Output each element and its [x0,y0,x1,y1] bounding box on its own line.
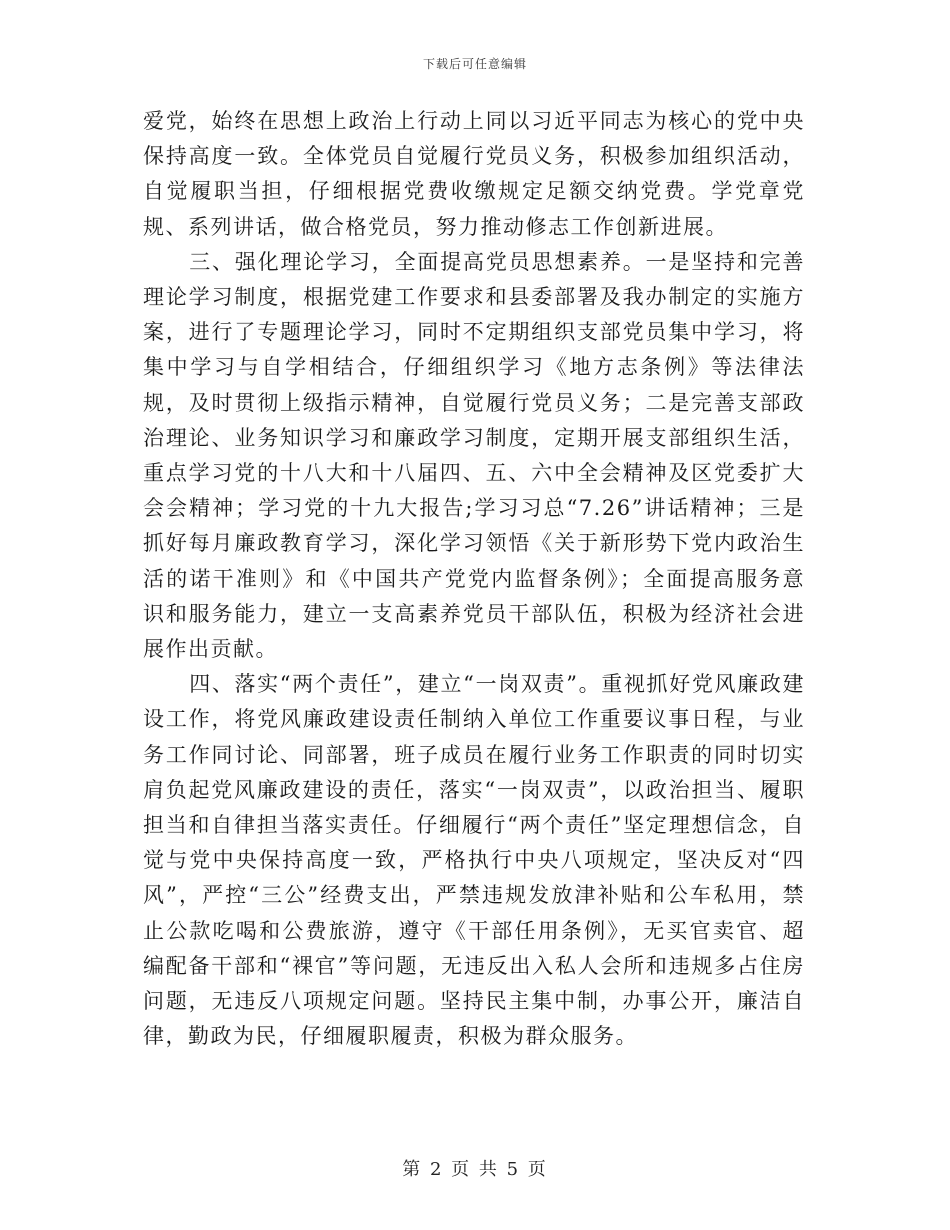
paragraph-2: 三、强化理论学习，全面提高党员思想素养。一是坚持和完善理论学习制度，根据党建工作要求和县委部署及我办制定的实施方案，进行了专题理论学习，同时不定期组织支部党员集中学习，将集中学习与自学相结合，仔细组织学习《地方志条例》等法律法规，及时贯彻上级指示精神，自觉履行党员义务；二是完善支部政治理论、业务知识学习和廉政学习制度，定期开展支部组织生活，重点学习党的十八大和十八届四、五、六中全会精神及区党委扩大会会精神；学习党的十九大报告;学习习总“7.26”讲话精神；三是抓好每月廉政教育学习，深化学习领悟《关于新形势下党内政治生活的诺干准则》和《中国共产党党内监督条例》；全面提高服务意识和服务能力，建立一支高素养党员干部队伍，积极为经济社会进展作出贡献。 [143,249,805,662]
document-body [143,104,805,1054]
paragraph-1: 爱党，始终在思想上政治上行动上同以习近平同志为核心的党中央保持高度一致。全体党员自觉履行党员义务，积极参加组织活动，自觉履职当担，仔细根据党费收缴规定足额交纳党费。学党章党规、系列讲话，做合格党员，努力推动修志工作创新进展。 [143,109,805,239]
paragraph-3: 四、落实“两个责任”，建立“一岗双责”。重视抓好党风廉政建设工作，将党风廉政建设责任制纳入单位工作重要议事日程，与业务工作同讨论、同部署，班子成员在履行业务工作职责的同时切实肩负起党风廉政建设的责任，落实“一岗双责”，以政治担当、履职担当和自律担当落实责任。仔细履行“两个责任”坚定理想信念，自觉与党中央保持高度一致，严格执行中央八项规定，坚决反对“四风”，严控“三公”经费支出，严禁违规发放津补贴和公车私用，禁止公款吃喝和公费旅游，遵守《干部任用条例》，无买官卖官、超编配备干部和“裸官”等问题，无违反出入私人会所和违规多占住房问题，无违反八项规定问题。坚持民主集中制，办事公开，廉洁自律，勤政为民，仔细履职履责，积极为群众服务。 [143,672,805,1049]
page-footer: 第 2 页 共 5 页 [402,1159,548,1180]
page-header: 下载后可任意编辑 [422,57,527,71]
